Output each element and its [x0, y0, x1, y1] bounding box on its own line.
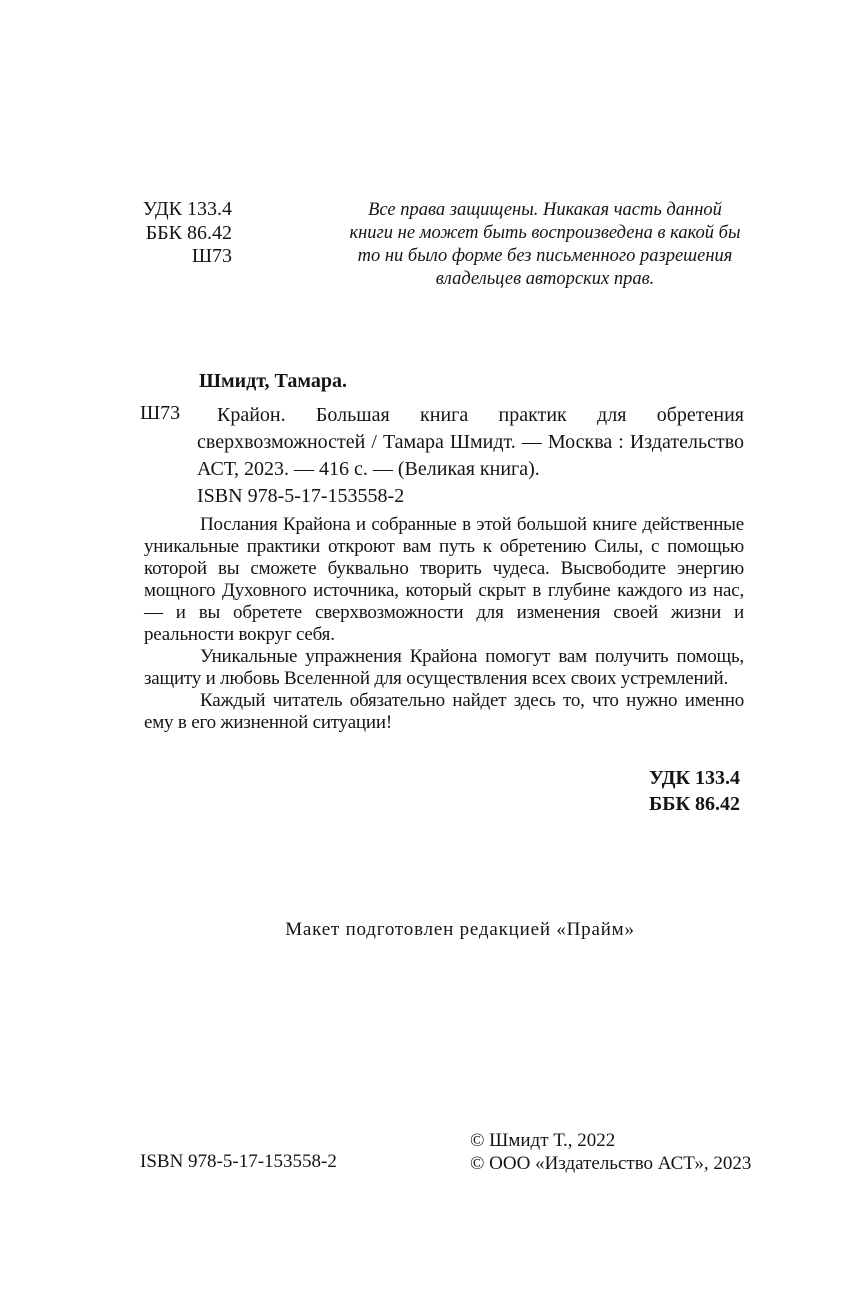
top-codes-block [140, 198, 232, 269]
layout-note: Макет подготовлен редакцией «Прайм» [285, 919, 635, 940]
rights-notice-line: то ни было форме без письменного разрешения [357, 246, 733, 266]
catalog-author-heading: Шмидт, Тамара. [199, 370, 347, 392]
footer-isbn: ISBN 978-5-17-153558-2 [140, 1151, 337, 1172]
footer-copyrights [470, 1129, 751, 1175]
annotation-paragraph: Уникальные упражнения Крайона помогут вам получить помощь, защиту и любовь Вселенной для осуществления всех своих устремлений. [144, 646, 744, 689]
annotation-block [144, 514, 744, 734]
catalog-margin-code: Ш73 [140, 402, 181, 424]
author-sign-code: Ш73 [191, 245, 232, 267]
udc-code: УДК 133.4 [142, 198, 232, 220]
bbk-code: ББК 86.42 [145, 221, 232, 244]
copyright-line-publisher: © ООО «Издательство АСТ», 2023 [470, 1153, 752, 1174]
rights-notice-line: книги не может быть воспроизведена в какой бы [349, 223, 741, 243]
rights-notice [335, 199, 755, 291]
rights-notice-line: Все права защищены. Никакая часть данной [368, 200, 722, 220]
annotation-paragraph: Каждый читатель обязательно найдет здесь то, что нужно именно ему в его жизненной ситуации! [144, 690, 744, 733]
copyright-line-author: © Шмидт Т., 2022 [470, 1130, 616, 1151]
catalog-isbn-line: ISBN 978-5-17-153558-2 [197, 485, 405, 507]
bottom-codes-block [140, 766, 740, 817]
udc-code-bottom: УДК 133.4 [649, 767, 740, 789]
bbk-code-bottom: ББК 86.42 [649, 792, 740, 815]
catalog-description: Крайон. Большая книга практик для обретения сверхвозможностей / Тамара Шмидт. — Москва : Издательство АСТ, 2023. — 416 с. — (Великая книга). [197, 404, 744, 480]
annotation-paragraph: Послания Крайона и собранные в этой большой книге действенные уникальные практики откроют вам путь к обретению Силы, с помощью которой вы сможете буквально творить чудеса. Высвободите энергию мощного Духовного источника, который скрыт в глубине каждого из нас, — и вы обретете сверхвозможности для изменения своей жизни и реальности вокруг себя. [144, 514, 744, 645]
rights-notice-line: владельцев авторских прав. [435, 269, 655, 289]
